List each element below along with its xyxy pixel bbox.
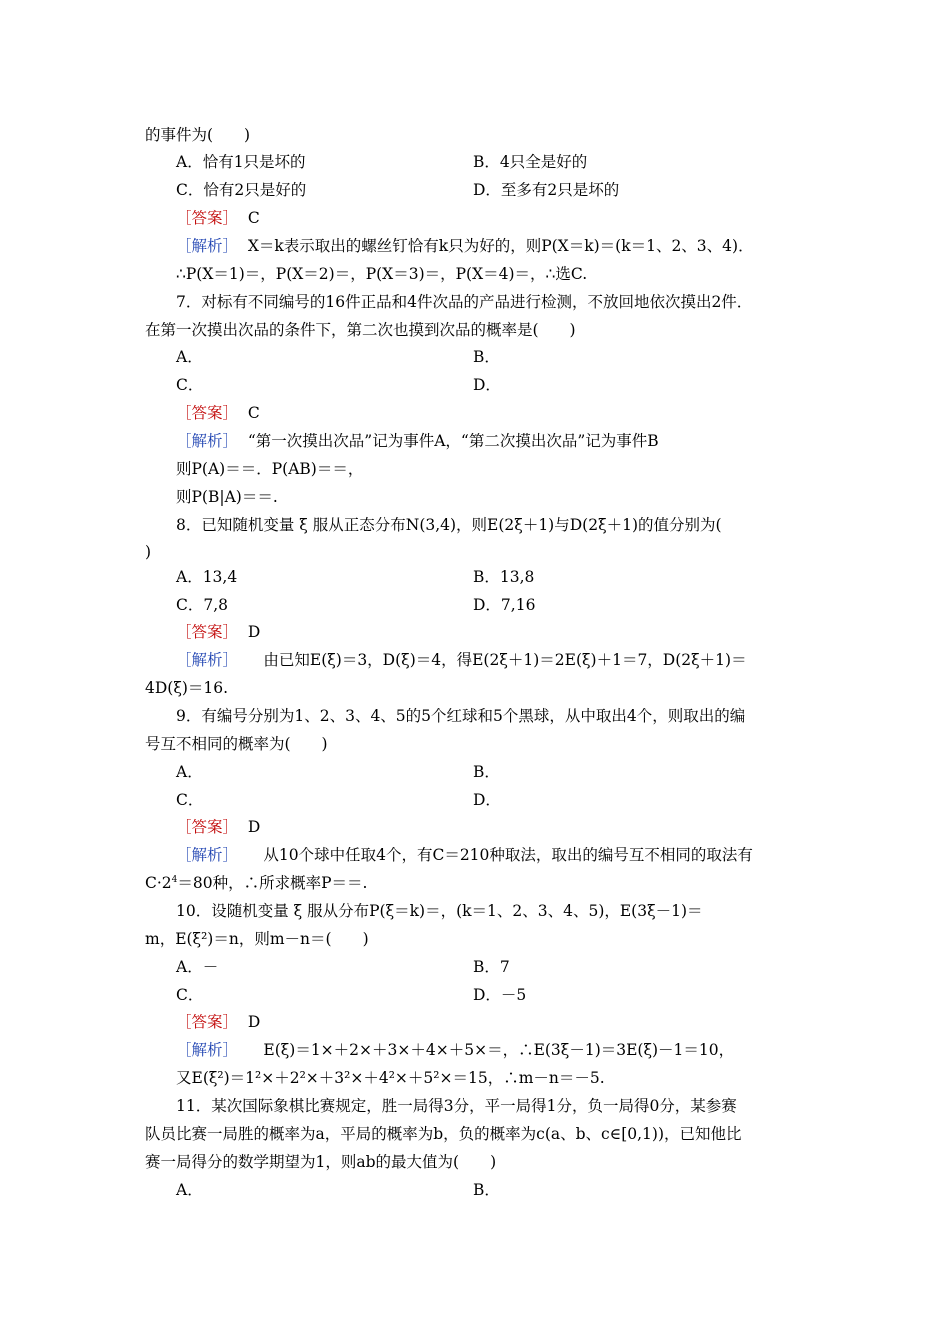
analysis-tag: ［解析］ xyxy=(176,846,239,864)
q7-analysis-row xyxy=(176,431,659,451)
analysis-text: 从10个球中任取4个，有C＝210种取法，取出的编号互不相同的取法有 xyxy=(247,846,753,864)
q6-analysis-line2: ∴P(X＝1)＝，P(X＝2)＝，P(X＝3)＝，P(X＝4)＝，∴选C. xyxy=(176,265,588,283)
q7-option-a: A． xyxy=(176,348,203,366)
q9-option-d: D． xyxy=(473,791,501,809)
q7-analysis-line3: 则P(B|A)＝＝. xyxy=(176,488,278,506)
analysis-part: C·2 xyxy=(145,874,172,892)
answer-value: D xyxy=(247,1013,261,1031)
q9-answer-row xyxy=(176,817,260,837)
q9-option-a: A． xyxy=(176,763,203,781)
analysis-text: X＝k表示取出的螺丝钉恰有k只为好的，则P(X＝k)＝(k＝1、2、3、4)． xyxy=(247,237,754,255)
q8-stem-line1: 8．已知随机变量 ξ 服从正态分布N(3,4)，则E(2ξ＋1)与D(2ξ＋1)的值分别为( xyxy=(176,516,722,534)
q6-option-d: D．至多有2只是坏的 xyxy=(473,181,620,199)
q9-option-c: C． xyxy=(176,791,204,809)
answer-tag: ［答案］ xyxy=(176,404,239,422)
q11-option-a: A． xyxy=(176,1181,203,1199)
q7-answer-row xyxy=(176,403,260,423)
q8-analysis-row xyxy=(176,650,747,670)
q7-option-b: B． xyxy=(473,348,500,366)
q6-answer-row xyxy=(176,208,260,228)
q7-analysis-line2: 则P(A)＝＝．P(AB)＝＝， xyxy=(176,460,364,478)
q8-option-c: C．7,8 xyxy=(176,596,229,614)
q8-analysis-line2: 4D(ξ)＝16. xyxy=(145,679,229,697)
q6-stem-tail: 的事件为( ) xyxy=(145,126,251,144)
analysis-tag: ［解析］ xyxy=(176,1041,239,1059)
q9-analysis-row xyxy=(176,845,753,865)
q8-option-d: D．7,16 xyxy=(473,596,536,614)
analysis-text: 由已知E(ξ)＝3，D(ξ)＝4，得E(2ξ＋1)＝2E(ξ)＋1＝7，D(2ξ＋1)＝ xyxy=(247,651,747,669)
q6-analysis-row xyxy=(176,236,754,256)
q11-option-b: B． xyxy=(473,1181,500,1199)
q7-stem-line1: 7．对标有不同编号的16件正品和4件次品的产品进行检测，不放回地依次摸出2件． xyxy=(176,293,753,311)
answer-tag: ［答案］ xyxy=(176,623,239,641)
q10-stem-line2: m，E(ξ²)＝n，则m－n＝( ) xyxy=(145,930,369,948)
analysis-tag: ［解析］ xyxy=(176,651,239,669)
q9-stem-line1: 9．有编号分别为1、2、3、4、5的5个红球和5个黑球，从中取出4个，则取出的编 xyxy=(176,707,746,725)
answer-tag: ［答案］ xyxy=(176,818,239,836)
answer-tag: ［答案］ xyxy=(176,1013,239,1031)
analysis-tag: ［解析］ xyxy=(176,237,239,255)
analysis-part: ＝80种，∴所求概率P＝＝. xyxy=(177,874,368,892)
q8-option-b: B．13,8 xyxy=(473,568,535,586)
analysis-text: E(ξ)＝1×＋2×＋3×＋4×＋5×＝，∴E(3ξ－1)＝3E(ξ)－1＝10， xyxy=(247,1041,735,1059)
q10-answer-row xyxy=(176,1012,260,1032)
q8-stem-line2: ) xyxy=(145,543,152,561)
q11-stem-line3: 赛一局得分的数学期望为1，则ab的最大值为( ) xyxy=(145,1153,497,1171)
q6-option-a: A．恰有1只是坏的 xyxy=(176,153,306,171)
q8-answer-row xyxy=(176,622,260,642)
q6-option-b: B．4只全是好的 xyxy=(473,153,588,171)
q10-option-d: D．－5 xyxy=(473,986,527,1004)
superscript: 4 xyxy=(171,874,178,885)
q7-stem-line2: 在第一次摸出次品的条件下，第二次也摸到次品的概率是( ) xyxy=(145,321,576,339)
q10-stem-line1: 10．设随机变量 ξ 服从分布P(ξ＝k)＝，(k＝1、2、3、4、5)，E(3ξ－1)＝ xyxy=(176,902,703,920)
answer-tag: ［答案］ xyxy=(176,209,239,227)
q10-option-a: A．－ xyxy=(176,958,219,976)
q11-stem-line1: 11．某次国际象棋比赛规定，胜一局得3分，平一局得1分，负一局得0分，某参赛 xyxy=(176,1097,737,1115)
answer-value: D xyxy=(247,818,261,836)
answer-value: C xyxy=(247,209,260,227)
q7-option-d: D． xyxy=(473,376,501,394)
q10-analysis-line2: 又E(ξ²)＝1²×＋2²×＋3²×＋4²×＋5²×＝15，∴m－n＝－5. xyxy=(176,1069,605,1087)
analysis-text: “第一次摸出次品”记为事件A，“第二次摸出次品”记为事件B xyxy=(247,432,659,450)
analysis-tag: ［解析］ xyxy=(176,432,239,450)
q8-option-a: A．13,4 xyxy=(176,568,238,586)
answer-value: C xyxy=(247,404,260,422)
q9-analysis-line2 xyxy=(145,873,367,893)
answer-value: D xyxy=(247,623,261,641)
q10-option-c: C． xyxy=(176,986,204,1004)
q9-option-b: B． xyxy=(473,763,500,781)
q10-option-b: B．7 xyxy=(473,958,510,976)
q10-analysis-row xyxy=(176,1040,734,1060)
q11-stem-line2: 队员比赛一局胜的概率为a，平局的概率为b，负的概率为c(a、b、c∈[0,1))，已知他比 xyxy=(145,1125,742,1143)
q7-option-c: C． xyxy=(176,376,204,394)
q9-stem-line2: 号互不相同的概率为( ) xyxy=(145,735,328,753)
q6-option-c: C．恰有2只是好的 xyxy=(176,181,307,199)
